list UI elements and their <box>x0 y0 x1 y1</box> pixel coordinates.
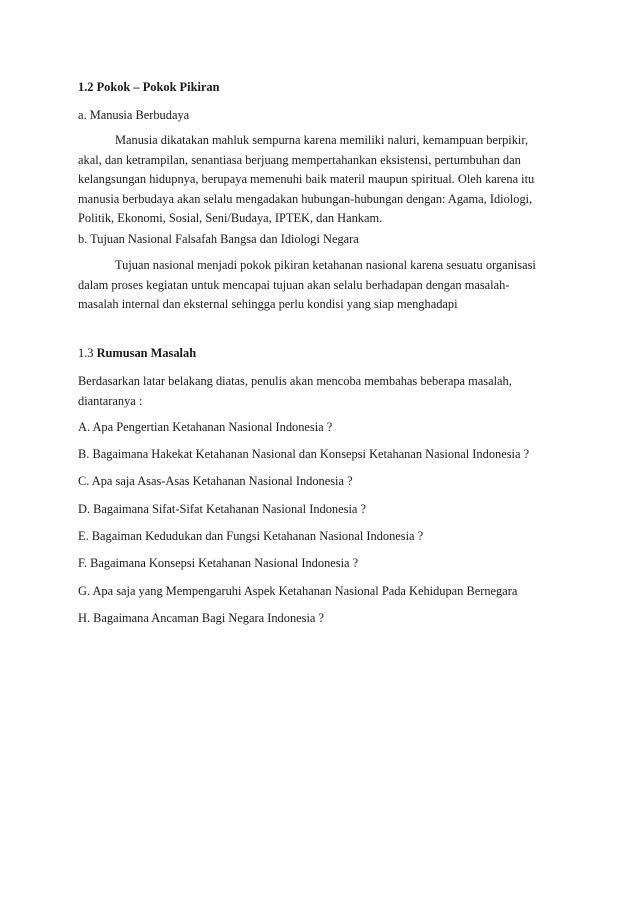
section-heading-1-3 <box>78 344 564 364</box>
subsection-title-a: a. Manusia Berbudaya <box>78 108 190 122</box>
paragraph-line: kelangsungan hidupnya, berupaya memenuhi baik materil maupun spiritual. Oleh karena itu <box>78 172 535 186</box>
section-heading-1-2: 1.2 Pokok – Pokok Pikiran <box>78 80 220 94</box>
paragraph-line: Politik, Ekonomi, Sosial, Seni/Budaya, IPTEK, dan Hankam. <box>78 211 383 225</box>
paragraph-line: manusia berbudaya akan selalu mengadakan hubungan-hubungan dengan: Agama, Idiologi, <box>78 191 533 206</box>
question-item: B. Bagaimana Hakekat Ketahanan Nasional dan Konsepsi Ketahanan Nasional Indonesia ? <box>78 447 530 461</box>
question-item: G. Apa saja yang Mempengaruhi Aspek Ketahanan Nasional Pada Kehidupan Bernegara <box>78 584 518 598</box>
question-item: H. Bagaimana Ancaman Bagi Negara Indonesia ? <box>78 611 324 625</box>
paragraph-line: Berdasarkan latar belakang diatas, penulis akan mencoba membahas beberapa masalah, <box>78 374 512 388</box>
paragraph-tujuan-nasional <box>78 256 564 315</box>
subsection-title-b: b. Tujuan Nasional Falsafah Bangsa dan Idiologi Negara <box>78 232 359 246</box>
section-number: 1.3 <box>78 346 97 360</box>
question-item: C. Apa saja Asas-Asas Ketahanan Nasional Indonesia ? <box>78 474 353 488</box>
paragraph-line: masalah internal dan eksternal sehingga perlu kondisi yang siap menghadapi <box>78 297 458 311</box>
paragraph-manusia-berbudaya <box>78 131 564 229</box>
paragraph-line: diantaranya : <box>78 393 143 408</box>
question-item: D. Bagaimana Sifat-Sifat Ketahanan Nasional Indonesia ? <box>78 502 366 516</box>
question-item: A. Apa Pengertian Ketahanan Nasional Indonesia ? <box>78 420 333 434</box>
paragraph-line: akal, dan ketrampilan, senantiasa berjuang mempertahankan eksistensi, pertumbuhan dan <box>78 152 521 167</box>
paragraph-line: dalam proses kegiatan untuk mencapai tujuan akan selalu berhadapan dengan masalah- <box>78 277 510 292</box>
section-title: Rumusan Masalah <box>96 346 197 360</box>
paragraph-line: Tujuan nasional menjadi pokok pikiran ketahanan nasional karena sesuatu organisasi <box>115 258 536 272</box>
question-item: F. Bagaimana Konsepsi Ketahanan Nasional Indonesia ? <box>78 556 359 570</box>
paragraph-line: Manusia dikatakan mahluk sempurna karena memiliki naluri, kemampuan berpikir, <box>115 133 529 147</box>
question-item: E. Bagaiman Kedudukan dan Fungsi Ketahanan Nasional Indonesia ? <box>78 529 424 543</box>
paragraph-intro <box>78 372 564 411</box>
